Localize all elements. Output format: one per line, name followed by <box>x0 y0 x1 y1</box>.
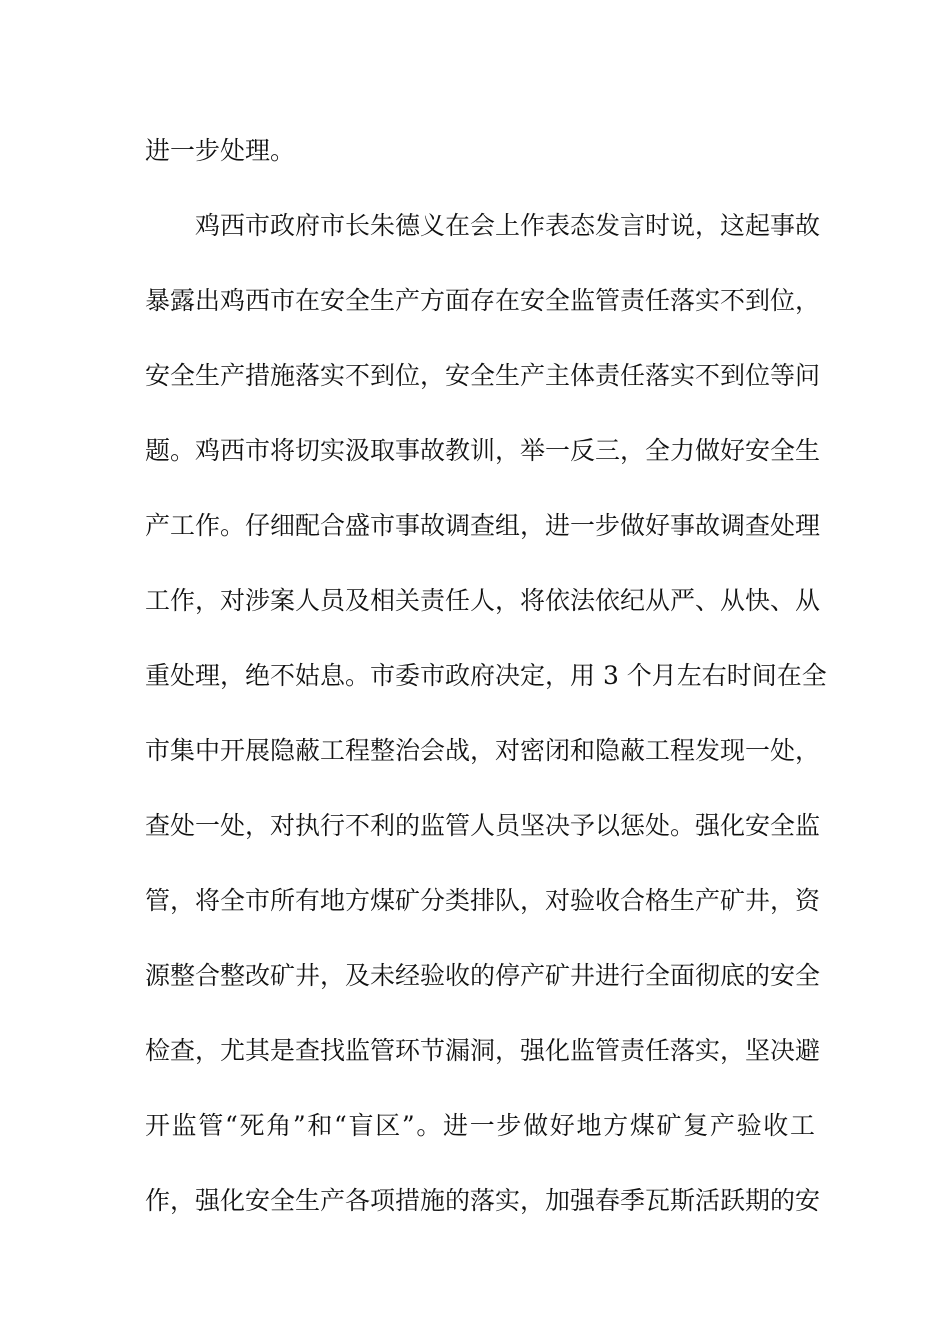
text-line: 作，强化安全生产各项措施的落实，加强春季瓦斯活跃期的安 <box>145 1186 821 1215</box>
text-line: 查处一处，对执行不利的监管人员坚决予以惩处。强化安全监 <box>145 811 821 840</box>
text-line: 开监管“死角”和“盲区”。进一步做好地方煤矿复产验收工 <box>145 1111 815 1140</box>
text-line: 检查，尤其是查找监管环节漏洞，强化监管责任落实，坚决避 <box>145 1036 821 1065</box>
text-line: 暴露出鸡西市在安全生产方面存在安全监管责任落实不到位， <box>145 286 821 315</box>
text-line: 重处理，绝不姑息。市委市政府决定，用 3 个月左右时间在全 <box>145 661 827 690</box>
text-line: 工作，对涉案人员及相关责任人，将依法依纪从严、从快、从 <box>145 586 821 615</box>
text-line: 产工作。仔细配合盛市事故调查组，进一步做好事故调查处理 <box>145 511 821 540</box>
text-line: 题。鸡西市将切实汲取事故教训，举一反三，全力做好安全生 <box>145 436 821 465</box>
text-line: 市集中开展隐蔽工程整治会战，对密闭和隐蔽工程发现一处， <box>145 736 821 765</box>
text-line: 安全生产措施落实不到位，安全生产主体责任落实不到位等问 <box>145 361 821 390</box>
text-line: 管，将全市所有地方煤矿分类排队，对验收合格生产矿井，资 <box>145 886 821 915</box>
text-line: 进一步处理。 <box>145 136 296 165</box>
paragraph-first-line: 鸡西市政府市长朱德义在会上作表态发言时说，这起事故 <box>195 211 821 240</box>
text-line: 源整合整改矿井，及未经验收的停产矿井进行全面彻底的安全 <box>145 961 821 990</box>
